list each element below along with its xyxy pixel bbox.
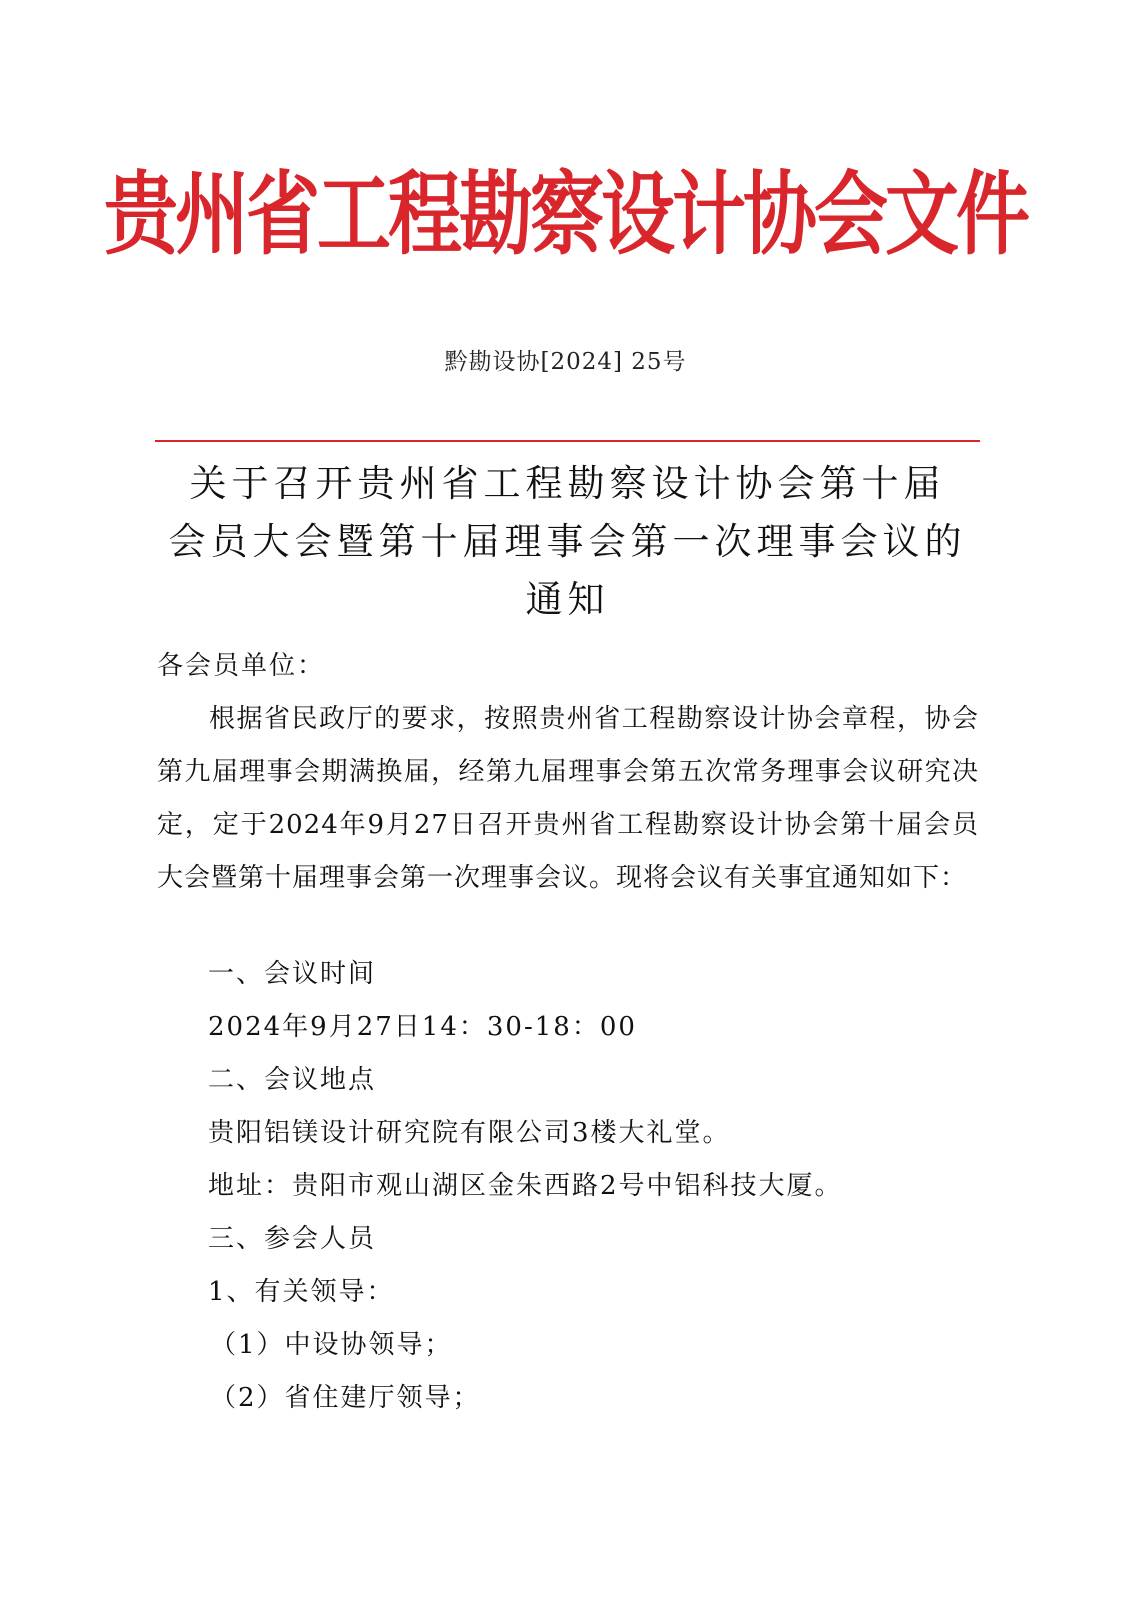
meeting-venue: 贵阳铝镁设计研究院有限公司3楼大礼堂。 [208, 1118, 731, 1148]
notice-title [140, 455, 995, 629]
red-divider [155, 440, 980, 442]
attendee-item-1: （1）中设协领导； [210, 1330, 453, 1360]
masthead-title: 贵州省工程勘察设计协会文件 [104, 162, 1027, 268]
meeting-time: 2024年9月27日14：30-18：00 [208, 1012, 637, 1042]
salutation: 各会员单位： [157, 651, 326, 681]
title-line-3: 通知 [525, 578, 610, 621]
section-heading-time: 一、会议时间 [208, 959, 377, 989]
intro-paragraph: 根据省民政厅的要求，按照贵州省工程勘察设计协会章程，协会第九届理事会期满换届，经第九届理事会第五次常务理事会议研究决定，定于2024年9月27日召开贵州省工程勘察设计协会第十届会员大会暨第十届理事会第一次理事会议。现将会议有关事宜通知如下： [157, 704, 979, 893]
title-line-2: 会员大会暨第十届理事会第一次理事会议的 [168, 520, 967, 563]
meeting-address: 地址：贵阳市观山湖区金朱西路2号中铝科技大厦。 [208, 1171, 843, 1201]
section-heading-location: 二、会议地点 [208, 1065, 377, 1095]
document-number: 黔勘设协[2024] 25号 [444, 349, 687, 375]
title-line-1: 关于召开贵州省工程勘察设计协会第十届 [189, 462, 946, 505]
attendee-item-2: （2）省住建厅领导； [210, 1383, 481, 1413]
attendee-group-1: 1、有关领导： [208, 1277, 395, 1307]
section-heading-attendees: 三、参会人员 [208, 1224, 377, 1254]
